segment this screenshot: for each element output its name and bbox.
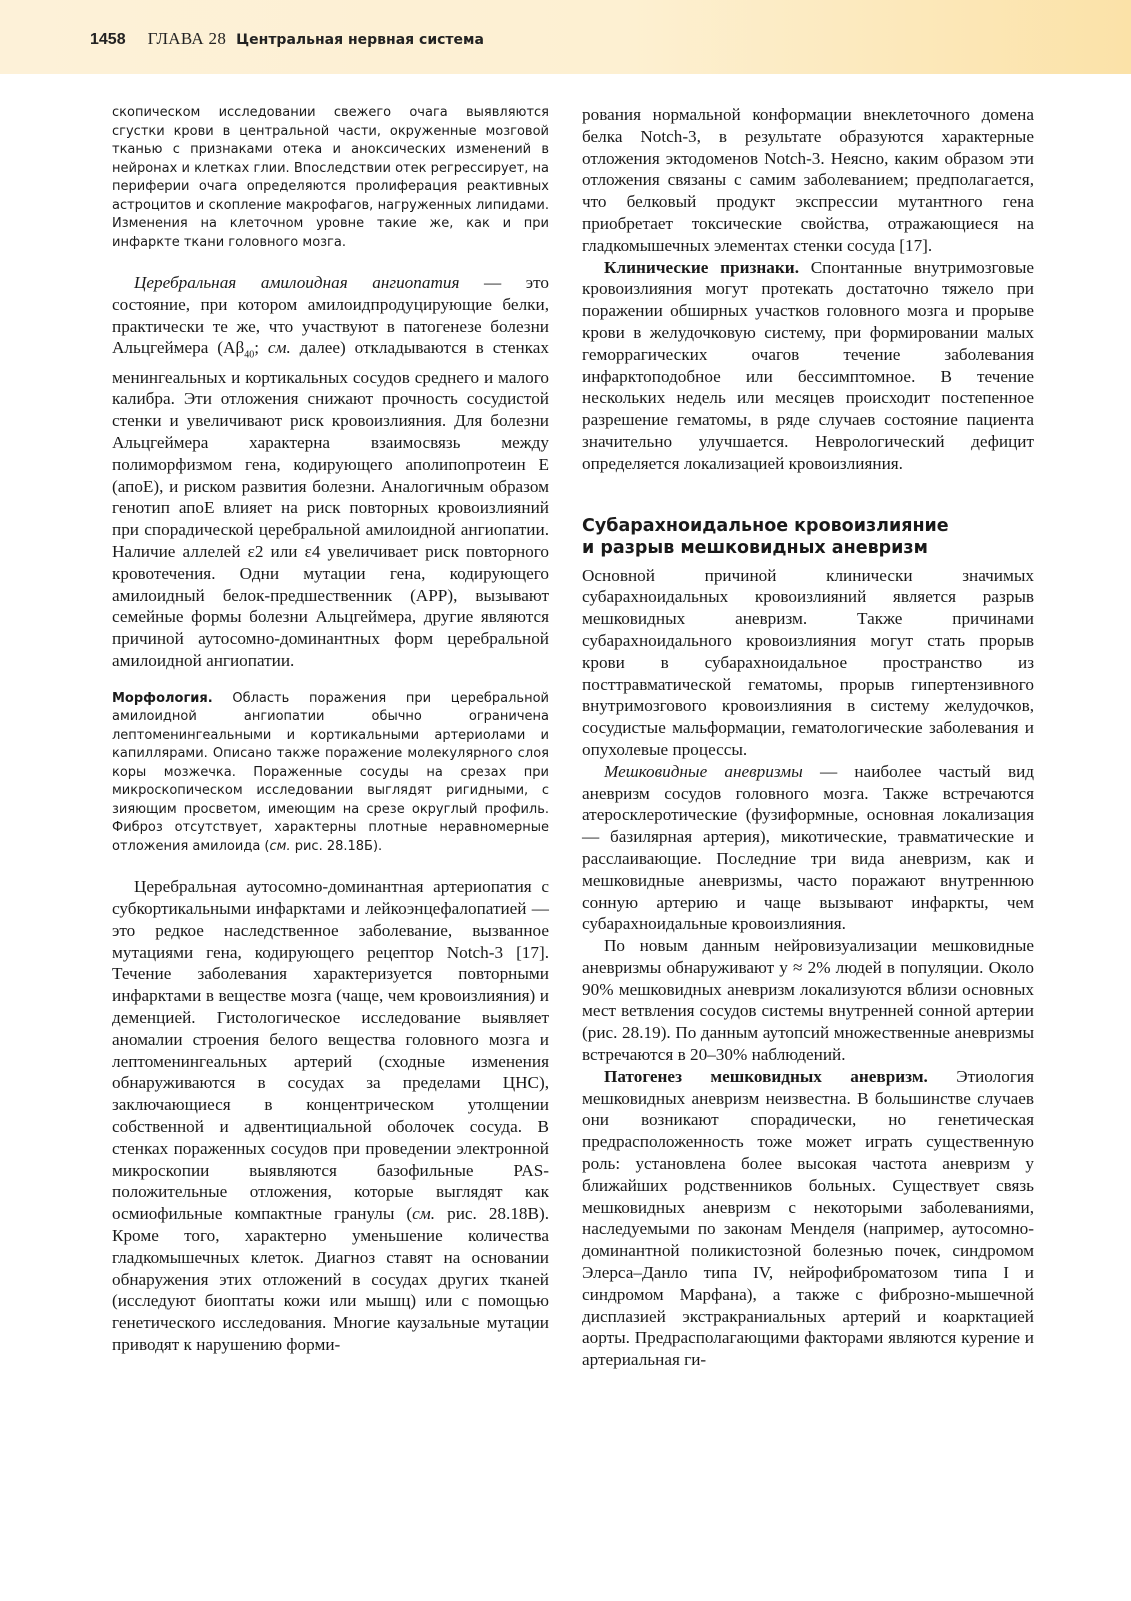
- morphology-note-hemorrhage: скопическом исследовании свежего очага выявляются сгустки крови в центральной части, окруженные мозговой тканью с признаками отека и аноксических изменений в нейронах и клетках глии. Впоследствии отек регрессирует, на периферии очага определяются пролиферация реактивных астроцитов и скопление макрофагов, нагруженных липидами. Изменения на клеточном уровне такие же, как и при инфаркте ткани головного мозга.: [112, 105, 549, 250]
- section-heading-line-2: и разрыв мешковидных аневризм: [582, 537, 928, 558]
- paragraph-pathogenesis: [582, 1066, 1034, 1371]
- text-span: Спонтанные внутримозговые кровоизлияния могут протекать достаточно тяжело при поражении обширных участков головного мозга и прорыве крови в желудочковую систему, при формировании малых геморрагических очагов течение заболевания инфарктоподобное или бессимптомное. В течение нескольких недель или месяцев происходит постепенное разрешение гематомы, в ряде случаев состояние пациента значительно улучшается. Неврологический дефицит определяется локализацией кровоизлияния.: [582, 257, 1034, 473]
- paragraph-amyloid-angiopathy: [112, 272, 549, 672]
- paragraph-notch3-continued: рования нормальной конформации внеклеточного домена белка Notch-3, в результате образуются характерные отложения эктодоменов Notch-3. Неясно, каким образом эти отложения связаны с самим заболеванием; предполагается, что белковый продукт экспрессии мутантного гена приобретает токсические свойства, отражающиеся на гладкомышечных элементах стенки сосуда [17].: [582, 105, 1034, 255]
- running-head: [90, 29, 484, 49]
- see-ref: см.: [412, 1204, 436, 1224]
- text-span: рис. 28.18В). Кроме того, характерно уменьшение количества гладкомышечных клеток. Диагноз ставят на основании обнаружения этих отложений в сосудах других тканей (исследуют биоптаты кожи или мышц) или с помощью генетического исследования. Многие каузальные мутации приводят к нарушению форми-: [112, 1204, 549, 1355]
- lead-pathogenesis: Патогенез мешковидных аневризм.: [604, 1066, 928, 1086]
- text-span: — наиболее частый вид аневризм сосудов головного мозга. Также встречаются атеросклеротические (фузиформные, основная локализация — базилярная артерия), микотические, травматические и расслаивающие. Последние три вида аневризм, как и мешковидные аневризмы, часто поражают внутреннюю сонную артерию и чаще вызывают инфаркты, чем субарахноидальные кровоизлияния.: [582, 761, 1035, 934]
- page-number: 1458: [90, 31, 126, 48]
- right-column: [582, 104, 1034, 1371]
- section-heading-line-1: Субарахноидальное кровоизлияние: [582, 515, 949, 536]
- lead-clinical-signs: Клинические признаки.: [604, 257, 799, 277]
- text-span: Этиология мешковидных аневризм неизвестна. В большинстве случаев они возникают спорадически, но генетическая предрасположенность тоже может играть существенную роль: установлена более высокая частота аневризм у ближайших родственников больных. Существует связь мешковидных аневризм с некоторыми заболеваниями, наследуемыми по законам Менделя (например, аутосомно-доминантной поликистозной болезнью почек, синдромом Элерса–Данло типа IV, нейрофиброматозом типа I и синдромом Марфана), а также с фиброзно-мышечной дисплазией экстракраниальных артерий и коарктацией аорты. Предрасполагающими факторами являются курение и артериальная ги-: [582, 1066, 1034, 1370]
- see-ref: см.: [267, 338, 291, 358]
- paragraph-clinical-signs: [582, 257, 1034, 475]
- text-span: ;: [254, 338, 268, 358]
- paragraph-sah-causes: Основной причиной клинически значимых субарахноидальных кровоизлияний является разрыв мешковидных аневризм. Также причинами субарахноидального кровоизлияния могут стать прорыв крови в субарахноидальное пространство из посттравматической гематомы, прорыв гипертензивного внутримозгового кровоизлияния в систему желудочков, сосудистые мальформации, гематологические заболевания и опухолевые процессы.: [582, 565, 1034, 759]
- box-lead: Морфология.: [112, 690, 213, 706]
- paragraph-prevalence: По новым данным нейровизуализации мешковидные аневризмы обнаруживают у ≈ 2% людей в популяции. Около 90% мешковидных аневризм локализуются вблизи основных мест ветвления сосудов системы внутренней сонной артерии (рис. 28.19). По данным аутопсий множественные аневризмы встречаются в 20–30% наблюдений.: [582, 936, 1034, 1065]
- see-ref: см.: [269, 838, 291, 854]
- text-span: рис. 28.18Б).: [290, 838, 383, 854]
- paragraph-saccular-aneurysms: [582, 761, 1034, 935]
- chapter-label: ГЛАВА 28: [147, 29, 227, 48]
- text-span: Область поражения при церебральной амилоидной ангиопатии обычно ограничена лептоменингеальными и кортикальными артериолами и капиллярами. Описано также поражение молекулярного слоя коры мозжечка. Пораженные сосуды на срезах при микроскопическом исследовании выглядят ригидными, с зияющим просветом, имеющим на срезе округлый профиль. Фиброз отсутствует, характерны плотные неравномерные отложения амилоида (: [112, 690, 549, 854]
- paragraph-cadasil: [112, 876, 549, 1356]
- text-span: Церебральная аутосомно-доминантная артериопатия с субкортикальными инфарктами и лейкоэнцефалопатией — это редкое наследственное заболевание, вызванное мутациями гена, кодирующего рецептор Notch-3 [17]. Течение заболевания характеризуется повторными инфарктами в веществе мозга (чаще, чем кровоизлияния) и деменцией. Гистологическое исследование выявляет аномалии строения белого вещества головного мозга и лептоменингеальных артерий (сходные изменения обнаруживаются в сосудах за пределами ЦНС), заключающиеся в концентрическом утолщении собственной и адвентициальной оболочек сосуда. В стенках пораженных сосудов при проведении электронной микроскопии выявляются базофильные PAS-положительные отложения, которые выглядят как осмиофильные компактные гранулы (: [112, 877, 549, 1224]
- section-heading: [582, 515, 1034, 559]
- term-amyloid-angiopathy: Церебральная амилоидная ангиопатия: [134, 273, 460, 292]
- text-span: — это состояние, при котором амилоидпродуцирующие белки, практически те же, что участвуют в патогенезе болезни Альцгеймера (Aβ: [112, 273, 549, 358]
- term-saccular-aneurysms: Мешковидные аневризмы: [604, 761, 803, 781]
- chapter-title: Центральная нервная система: [236, 32, 484, 48]
- subscript: 40: [244, 349, 255, 361]
- text-span: далее) откладываются в стенках менингеальных и кортикальных сосудов среднего и малого калибра. Эти отложения снижают прочность сосудистой стенки и увеличивают риск кровоизлияния. Для болезни Альцгеймера характерна взаимосвязь между полиморфизмом гена, кодирующего аполипопротеин E (апоE), и риском развития болезни. Аналогичным образом генотип апоE влияет на риск повторных кровоизлияний при спорадической церебральной амилоидной ангиопатии. Наличие аллелей ε2 или ε4 увеличивает риск повторного кровотечения. Одни мутации гена, кодирующего амилоидный белок-предшественник (APP), вызывают семейные формы болезни Альцгеймера, другие являются причиной аутосомно-доминантных форм церебральной амилоидной ангиопатии.: [112, 338, 549, 670]
- morphology-note-amyloid: [112, 690, 549, 857]
- left-column: [112, 104, 549, 1356]
